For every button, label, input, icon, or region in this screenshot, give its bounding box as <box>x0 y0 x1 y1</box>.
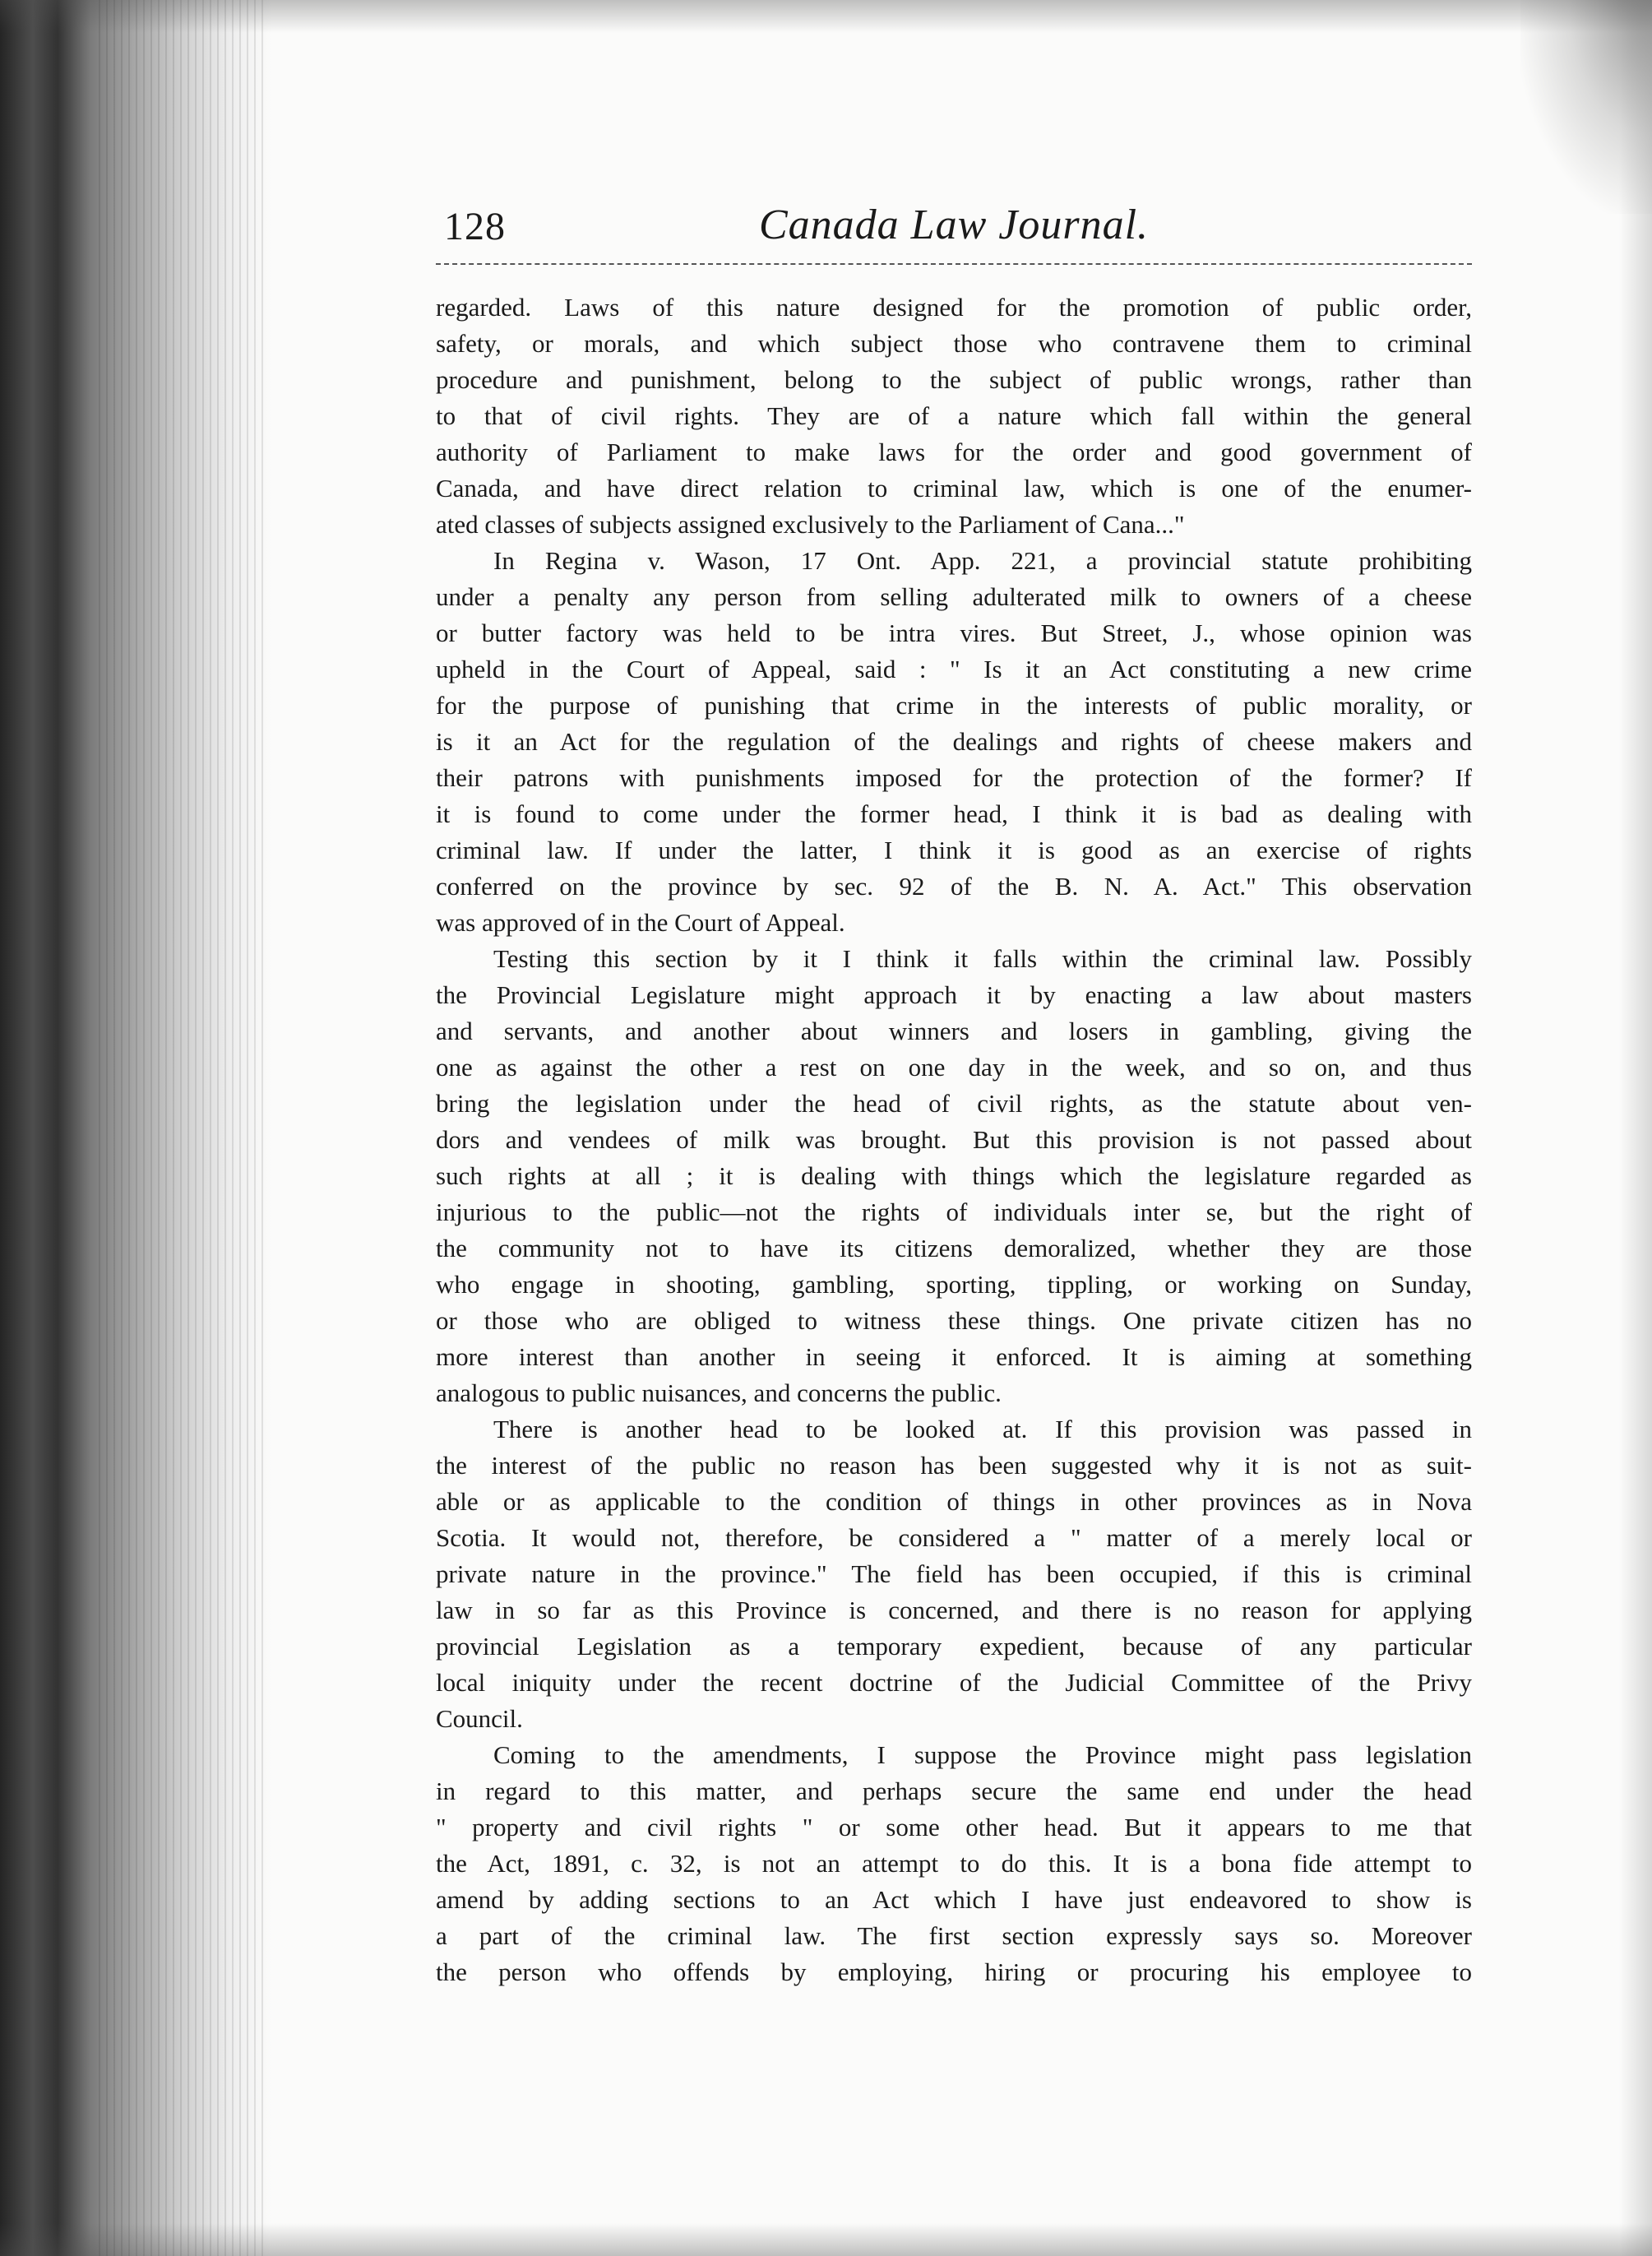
text-line: procedure and punishment, belong to the subject of public wrongs, rather than <box>436 365 1472 394</box>
text-line: regarded. Laws of this nature designed for the promotion of public order, <box>436 293 1472 322</box>
paragraph <box>436 1411 1472 1737</box>
text-line: " property and civil rights " or some other head. But it appears to me that <box>436 1813 1472 1841</box>
text-line: law in so far as this Province is concerned, and there is no reason for applying <box>436 1596 1472 1624</box>
top-edge-shadow <box>0 0 1652 33</box>
paragraph <box>436 543 1472 941</box>
text-line: the interest of the public no reason has been suggested why it is not as suit- <box>436 1451 1472 1480</box>
paragraph <box>436 941 1472 1411</box>
text-line: their patrons with punishments imposed for the protection of the former? If <box>436 763 1472 792</box>
text-line: provincial Legislation as a temporary expedient, because of any particular <box>436 1632 1472 1661</box>
text-line: authority of Parliament to make laws for the order and good government of <box>436 438 1472 466</box>
text-line: criminal law. If under the latter, I think it is good as an exercise of rights <box>436 836 1472 864</box>
text-line: bring the legislation under the head of civil rights, as the statute about ven- <box>436 1089 1472 1118</box>
text-line: was approved of in the Court of Appeal. <box>436 908 845 937</box>
text-line: Scotia. It would not, therefore, be considered a " matter of a merely local or <box>436 1523 1472 1552</box>
text-line: analogous to public nuisances, and concerns the public. <box>436 1378 1002 1407</box>
text-line: and servants, and another about winners and losers in gambling, giving the <box>436 1017 1472 1045</box>
text-line: who engage in shooting, gambling, sporting, tippling, or working on Sunday, <box>436 1270 1472 1299</box>
text-line: Canada, and have direct relation to criminal law, which is one of the enumer- <box>436 474 1472 503</box>
page-header <box>436 197 1472 263</box>
text-line: the person who offends by employing, hiring or procuring his employee to <box>436 1957 1472 1986</box>
binding-texture <box>99 0 263 2256</box>
text-line: injurious to the public—not the rights of individuals inter se, but the right of <box>436 1197 1472 1226</box>
text-line: the Provincial Legislature might approach it by enacting a law about masters <box>436 980 1472 1009</box>
bottom-edge-shadow <box>0 2223 1652 2256</box>
page-number: 128 <box>444 205 506 248</box>
text-line: amend by adding sections to an Act which I have just endeavored to show is <box>436 1885 1472 1914</box>
text-line: the Act, 1891, c. 32, is not an attempt to do this. It is a bona fide attempt to <box>436 1849 1472 1878</box>
text-line: ated classes of subjects assigned exclusively to the Parliament of Cana..." <box>436 510 1185 539</box>
text-line: one as against the other a rest on one day in the week, and so on, and thus <box>436 1053 1472 1082</box>
text-line: a part of the criminal law. The first section expressly says so. Moreover <box>436 1921 1472 1950</box>
text-line: is it an Act for the regulation of the dealings and rights of cheese makers and <box>436 727 1472 756</box>
text-line: conferred on the province by sec. 92 of the B. N. A. Act." This observation <box>436 872 1472 901</box>
right-edge-shadow <box>1619 0 1652 2256</box>
running-title: Canada Law Journal. <box>758 202 1150 248</box>
text-line: private nature in the province." The field has been occupied, if this is criminal <box>436 1559 1472 1588</box>
text-line: or butter factory was held to be intra vires. But Street, J., whose opinion was <box>436 618 1472 647</box>
text-line: more interest than another in seeing it enforced. It is aiming at something <box>436 1342 1472 1371</box>
text-line: Testing this section by it I think it falls within the criminal law. Possibly <box>493 944 1472 973</box>
text-line: or those who are obliged to witness these things. One private citizen has no <box>436 1306 1472 1335</box>
text-line: in regard to this matter, and perhaps secure the same end under the head <box>436 1777 1472 1805</box>
text-line: local iniquity under the recent doctrine of the Judicial Committee of the Privy <box>436 1668 1472 1697</box>
text-line: upheld in the Court of Appeal, said : " Is it an Act constituting a new crime <box>436 655 1472 683</box>
body-text <box>436 290 1472 1990</box>
text-line: Council. <box>436 1704 523 1733</box>
text-line: In Regina v. Wason, 17 Ont. App. 221, a provincial statute prohibiting <box>493 546 1472 575</box>
text-line: the community not to have its citizens demoralized, whether they are those <box>436 1234 1472 1262</box>
paragraph <box>436 1737 1472 1990</box>
paragraph <box>436 290 1472 543</box>
text-line: it is found to come under the former head, I think it is bad as dealing with <box>436 799 1472 828</box>
text-line: Coming to the amendments, I suppose the Province might pass legislation <box>493 1740 1472 1769</box>
text-line: able or as applicable to the condition of things in other provinces as in Nova <box>436 1487 1472 1516</box>
text-line: safety, or morals, and which subject those who contravene them to criminal <box>436 329 1472 358</box>
text-line: to that of civil rights. They are of a nature which fall within the general <box>436 401 1472 430</box>
text-line: under a penalty any person from selling adulterated milk to owners of a cheese <box>436 582 1472 611</box>
text-line: dors and vendees of milk was brought. But this provision is not passed about <box>436 1125 1472 1154</box>
text-line: for the purpose of punishing that crime in the interests of public morality, or <box>436 691 1472 720</box>
header-rule <box>436 263 1472 265</box>
text-line: There is another head to be looked at. If this provision was passed in <box>493 1415 1472 1443</box>
text-line: such rights at all ; it is dealing with things which the legislature regarded as <box>436 1161 1472 1190</box>
